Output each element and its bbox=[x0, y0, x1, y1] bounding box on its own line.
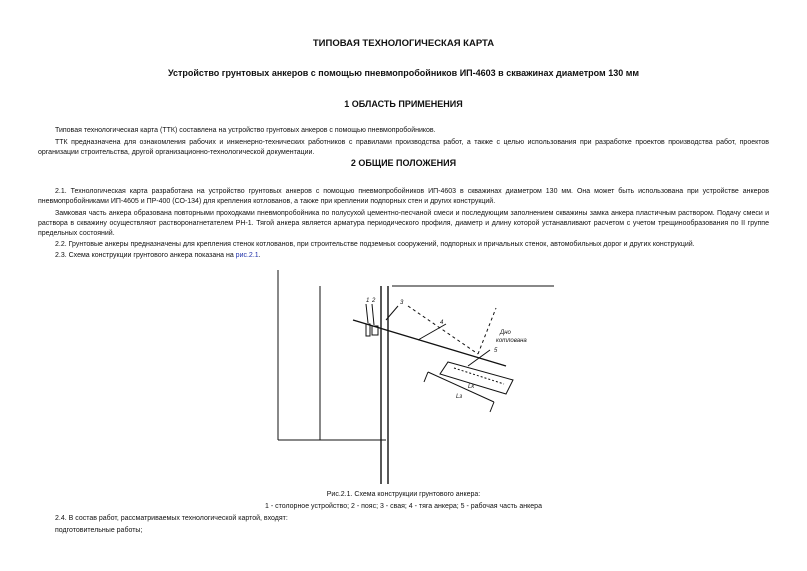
paragraph-scope-1: Типовая технологическая карта (ТТК) составлена на устройство грунтовых анкеров с помощью пневмопробойников. bbox=[55, 127, 436, 134]
paragraph-scope-2: ТТК предназначена для ознакомления рабочих и инженерно-технических работников с правилами производства работ, а также с целью использования при разработке проектов производства работ, проектов организации строительства, другой организационно-технологической документации. bbox=[38, 139, 769, 156]
anchor-scheme-figure bbox=[268, 262, 558, 484]
label-3: 3 bbox=[400, 300, 404, 306]
paragraph-general-2-3 bbox=[38, 251, 769, 261]
label-2: 2 bbox=[372, 298, 376, 304]
paragraph-2-3-text: 2.3. Схема конструкции грунтового анкера показана на bbox=[55, 252, 236, 259]
document-title: ТИПОВАЯ ТЕХНОЛОГИЧЕСКАЯ КАРТА bbox=[312, 38, 495, 49]
paragraph-general-2-2: 2.2. Грунтовые анкеры предназначены для крепления стенок котлованов, при строительстве подземных сооружений, подпорных и причальных стенок, автомобильных дорог и других конструкций. bbox=[55, 241, 695, 248]
label-lk: Lк bbox=[468, 384, 475, 390]
section-heading-general: 2 ОБЩИЕ ПОЛОЖЕНИЯ bbox=[350, 158, 457, 168]
label-bottom-2: котлована bbox=[496, 338, 527, 344]
figure-legend: 1 - столорное устройство; 2 - пояс; 3 - свая; 4 - тяга анкера; 5 - рабочая часть анкера bbox=[265, 503, 542, 510]
figure-link[interactable]: рис.2.1 bbox=[235, 252, 259, 259]
label-lz: Lз bbox=[456, 394, 463, 400]
paragraph-general-2-1: 2.1. Технологическая карта разработана на устройство грунтовых анкеров с помощью пневмопробойников ИП-4603 в скважинах диаметром 130 мм. Она может быть использована при устройстве анкеров пневмопробойниками ИП-4605 и ПР-400 (СО-134) для крепления котлованов, а также при креплении подпорных стен и других конструкций. bbox=[38, 188, 769, 205]
label-4: 4 bbox=[440, 320, 444, 326]
anchor-rod bbox=[353, 320, 506, 366]
paragraph-2-3-suffix: . bbox=[258, 252, 261, 259]
paragraph-2-4: 2.4. В состав работ, рассматриваемых технологической картой, входят: bbox=[55, 515, 288, 522]
paragraph-prep-works: подготовительные работы; bbox=[55, 527, 143, 534]
section-heading-scope: 1 ОБЛАСТЬ ПРИМЕНЕНИЯ bbox=[344, 99, 463, 109]
paragraph-general-lock: Замковая часть анкера образована повторными проходками пневмопробойника по полусухой цементно-песчаной смеси и последующим заполнением скважины замка анкера пластичным раствором. Подачу смеси и раствора в скважину осуществляют растворонагнетателем РН-1. Тягой анкера является арматура периодического профиля, диаметр и длину которой устанавливают расчетом с учетом трещинообразования по II группе предельных состояний. bbox=[38, 210, 769, 237]
anchor-working-part bbox=[440, 362, 513, 394]
label-5: 5 bbox=[494, 348, 498, 354]
label-bottom-1: Дно bbox=[500, 330, 511, 336]
figure-caption: Рис.2.1. Схема конструкции грунтового анкера: bbox=[326, 491, 481, 498]
label-1: 1 bbox=[366, 298, 370, 304]
document-subtitle: Устройство грунтовых анкеров с помощью пневмопробойников ИП-4603 в скважинах диаметром 130 мм bbox=[167, 68, 640, 78]
waling-belt bbox=[366, 324, 370, 336]
